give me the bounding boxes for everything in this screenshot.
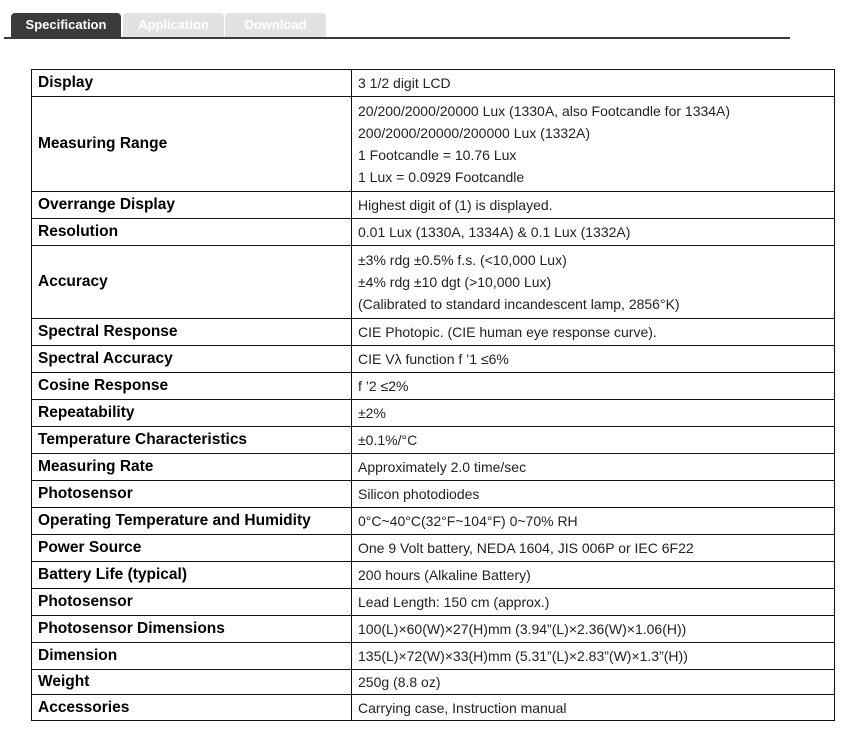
spec-value-line: Lead Length: 150 cm (approx.)	[358, 594, 550, 610]
spec-label: Temperature Characteristics	[32, 427, 352, 454]
spec-value-line: 1 Footcandle = 10.76 Lux	[358, 147, 517, 163]
spec-row	[32, 219, 835, 246]
spec-label: Photosensor	[32, 589, 352, 616]
spec-value-line: ±2%	[358, 405, 386, 421]
spec-label: Battery Life (typical)	[32, 562, 352, 589]
spec-row	[32, 400, 835, 427]
spec-value-line: ±0.1%/°C	[358, 432, 418, 448]
spec-value	[352, 589, 835, 616]
spec-value-line: 135(L)×72(W)×33(H)mm (5.31”(L)×2.83”(W)×1.3”(H))	[358, 648, 688, 664]
spec-value	[352, 670, 835, 695]
spec-value-line: 100(L)×60(W)×27(H)mm (3.94”(L)×2.36(W)×1.06(H))	[358, 621, 687, 637]
spec-label: Display	[32, 70, 352, 97]
spec-label: Measuring Range	[32, 97, 352, 192]
spec-label: Dimension	[32, 643, 352, 670]
spec-value	[352, 97, 835, 192]
spec-value	[352, 246, 835, 319]
spec-value-line: 250g (8.8 oz)	[358, 674, 441, 690]
spec-label: Overrange Display	[32, 192, 352, 219]
spec-label: Photosensor	[32, 481, 352, 508]
spec-row	[32, 670, 835, 695]
tab-application[interactable]: Application	[123, 13, 224, 37]
spec-value	[352, 346, 835, 373]
spec-row	[32, 481, 835, 508]
spec-value	[352, 454, 835, 481]
spec-value	[352, 192, 835, 219]
spec-label: Resolution	[32, 219, 352, 246]
spec-value-line: CIE Vλ function f ’1 ≤6%	[358, 351, 509, 367]
spec-value-line: One 9 Volt battery, NEDA 1604, JIS 006P or IEC 6F22	[358, 540, 694, 556]
spec-row	[32, 346, 835, 373]
spec-row	[32, 695, 835, 721]
spec-value	[352, 219, 835, 246]
spec-label: Repeatability	[32, 400, 352, 427]
spec-row	[32, 70, 835, 97]
spec-value-line: 20/200/2000/20000 Lux (1330A, also Footcandle for 1334A)	[358, 103, 731, 119]
spec-value-line: Silicon photodiodes	[358, 486, 480, 502]
spec-value	[352, 562, 835, 589]
spec-value	[352, 400, 835, 427]
spec-label: Weight	[32, 670, 352, 695]
spec-label: Photosensor Dimensions	[32, 616, 352, 643]
spec-row	[32, 535, 835, 562]
spec-label: Power Source	[32, 535, 352, 562]
spec-row	[32, 508, 835, 535]
spec-value	[352, 481, 835, 508]
spec-value	[352, 535, 835, 562]
spec-value-line: CIE Photopic. (CIE human eye response curve).	[358, 324, 657, 340]
spec-label: Spectral Response	[32, 319, 352, 346]
specification-table	[31, 69, 835, 721]
spec-value-line: Highest digit of (1) is displayed.	[358, 197, 553, 213]
spec-value	[352, 695, 835, 721]
spec-label: Spectral Accuracy	[32, 346, 352, 373]
spec-row	[32, 616, 835, 643]
spec-value-line: ±4% rdg ±10 dgt (>10,000 Lux)	[358, 274, 552, 290]
spec-label: Cosine Response	[32, 373, 352, 400]
spec-value	[352, 643, 835, 670]
spec-value-line: Carrying case, Instruction manual	[358, 699, 567, 716]
spec-value-line: 200 hours (Alkaline Battery)	[358, 567, 531, 583]
spec-value-line: 200/2000/20000/200000 Lux (1332A)	[358, 125, 590, 141]
spec-row	[32, 427, 835, 454]
spec-value-line: Approximately 2.0 time/sec	[358, 459, 527, 475]
spec-value-line: 1 Lux = 0.0929 Footcandle	[358, 169, 525, 185]
spec-value-line: ±3% rdg ±0.5% f.s. (<10,000 Lux)	[358, 252, 567, 268]
spec-value-line: 0°C~40°C(32°F~104°F) 0~70% RH	[358, 513, 578, 529]
tab-specification[interactable]: Specification	[11, 13, 121, 37]
spec-label: Accessories	[32, 695, 352, 721]
spec-row	[32, 643, 835, 670]
spec-label: Operating Temperature and Humidity	[32, 508, 352, 535]
spec-label: Measuring Rate	[32, 454, 352, 481]
tab-download[interactable]: Download	[225, 13, 326, 37]
spec-value-line: f ’2 ≤2%	[358, 378, 409, 394]
spec-value	[352, 616, 835, 643]
spec-value-line: 0.01 Lux (1330A, 1334A) & 0.1 Lux (1332A)	[358, 224, 631, 240]
spec-row	[32, 373, 835, 400]
spec-value-line: (Calibrated to standard incandescent lamp, 2856°K)	[358, 296, 680, 312]
spec-row	[32, 192, 835, 219]
spec-row	[32, 319, 835, 346]
spec-value	[352, 319, 835, 346]
spec-label: Accuracy	[32, 246, 352, 319]
spec-row	[32, 562, 835, 589]
spec-value-line: 3 1/2 digit LCD	[358, 75, 451, 91]
spec-value	[352, 508, 835, 535]
spec-row	[32, 246, 835, 319]
tab-bar	[4, 13, 790, 39]
spec-row	[32, 454, 835, 481]
spec-value	[352, 70, 835, 97]
spec-row	[32, 589, 835, 616]
spec-value	[352, 427, 835, 454]
spec-value	[352, 373, 835, 400]
spec-row	[32, 97, 835, 192]
